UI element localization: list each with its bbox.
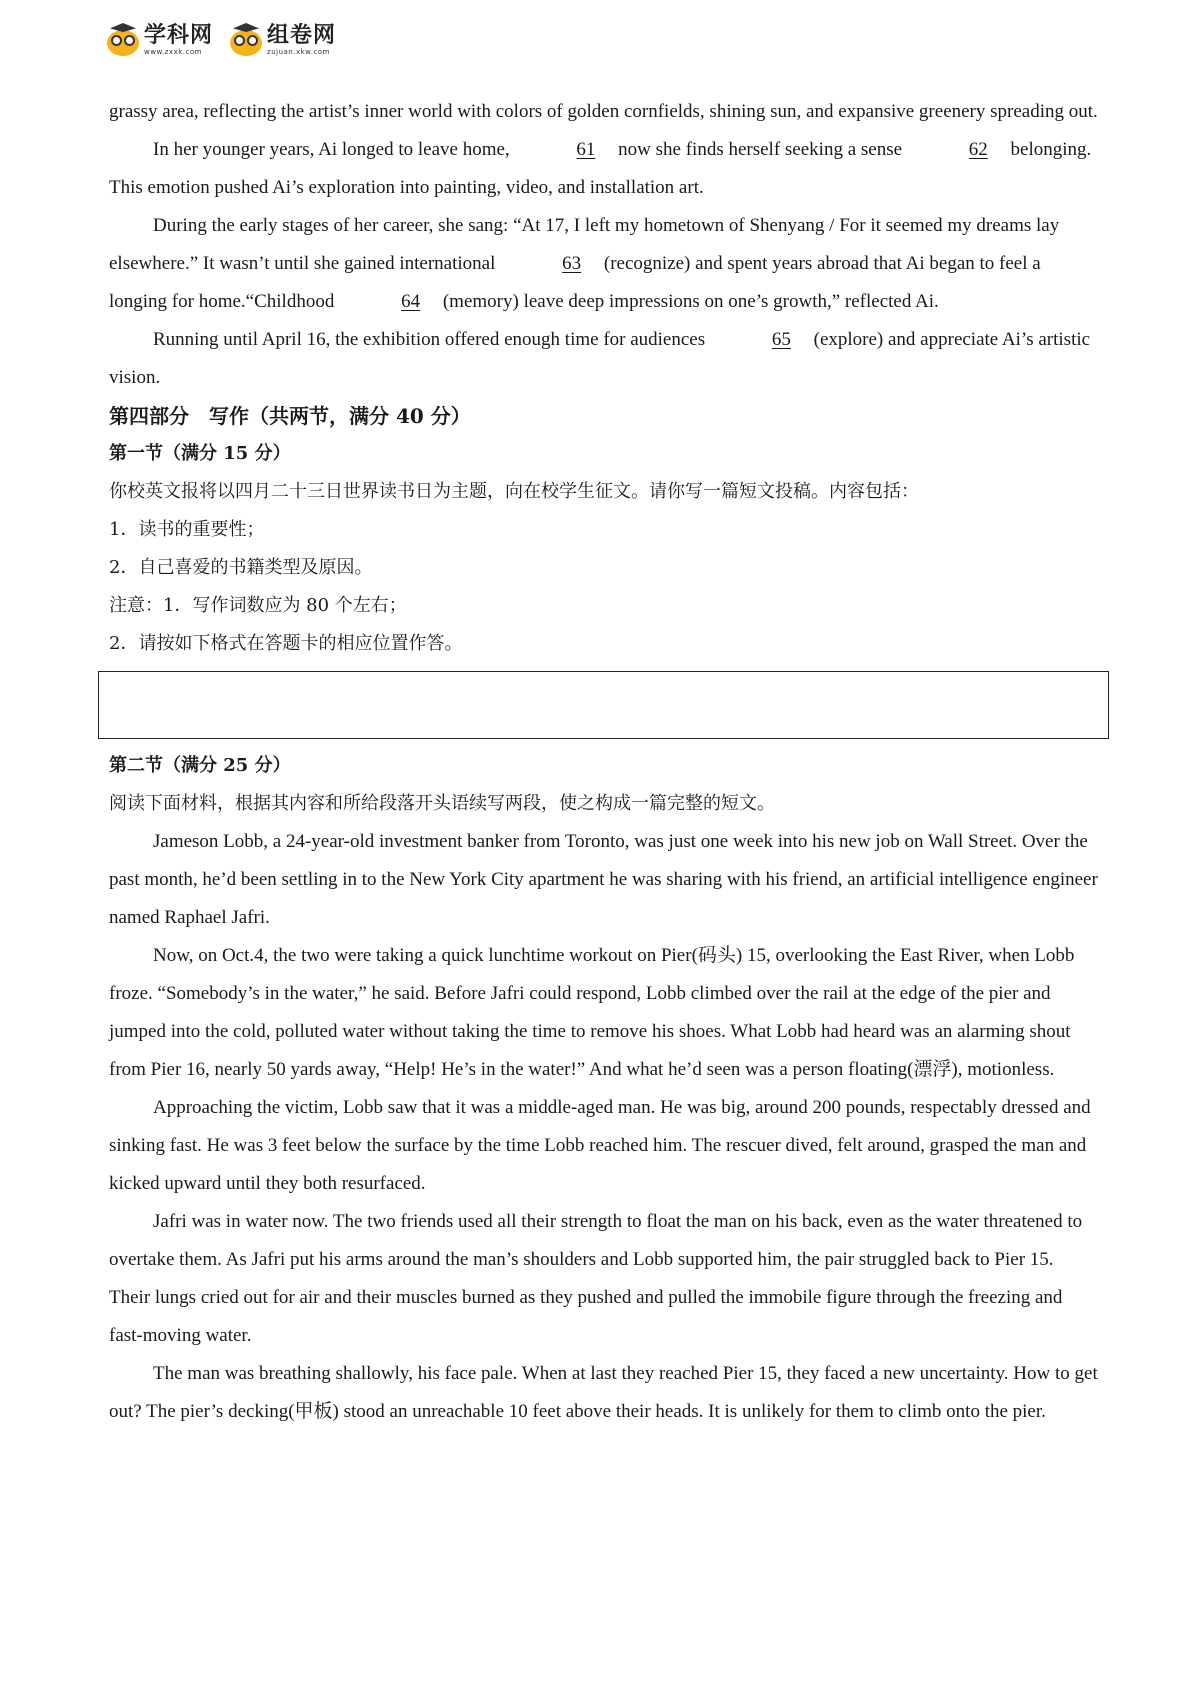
logo-zujuanwang	[229, 23, 336, 57]
story-paragraph: Jameson Lobb, a 24-year-old investment banker from Toronto, was just one week into his new job on Wall Street. Over the past month, he’d been settling in to the New York City apartment he was sharing with his friend, an artificial intelligence engineer named Raphael Jafri.	[109, 831, 1098, 928]
logo-name: 学科网	[144, 22, 214, 48]
owl-logo-icon	[106, 23, 140, 57]
story-paragraph: Jafri was in water now. The two friends used all their strength to float the man on his back, even as the water threatened to overtake them. As Jafri put his arms around the man’s shoulders and Lobb supported him, the pair struggled back to Pier 15. Their lungs cried out for air and their muscles burned as they pushed and pulled the immobile figure through the freezing and fast-moving water.	[109, 1211, 1083, 1346]
page-content	[109, 93, 1099, 1431]
part4-title: 第四部分 写作（共两节，满分 40 分）	[109, 404, 471, 428]
logo-url: zujuan.xkw.com	[267, 47, 330, 56]
section1-line: 2．自己喜爱的书籍类型及原因。	[109, 557, 373, 578]
section1-title: 第一节（满分 15 分）	[109, 443, 291, 464]
story-paragraph: The man was breathing shallowly, his face pale. When at last they reached Pier 15, they faced a new uncertainty. How to get out? The pier’s decking(甲板) stood an unreachable 10 feet above their heads. It is unlikely for them to climb onto the pier.	[109, 1363, 1098, 1422]
blank-63: 63	[562, 253, 582, 274]
logo-xuekewang	[106, 23, 213, 57]
passage-paragraph: grassy area, reflecting the artist’s inner world with colors of golden cornfields, shining sun, and expansive greenery spreading out.	[109, 101, 1098, 122]
answer-box[interactable]	[98, 671, 1109, 739]
section1-line: 2．请按如下格式在答题卡的相应位置作答。	[109, 633, 463, 654]
page-header	[106, 18, 352, 62]
section2-title: 第二节（满分 25 分）	[109, 755, 291, 776]
section1-line: 注意：1．写作词数应为 80 个左右；	[109, 595, 407, 616]
passage-paragraph: Running until April 16, the exhibition offered enough time for audiences 65 (explore) and appreciate Ai’s artistic vision.	[109, 321, 1099, 397]
blank-61: 61	[576, 139, 596, 160]
blank-62: 62	[968, 139, 988, 160]
story-paragraph: Now, on Oct.4, the two were taking a quick lunchtime workout on Pier(码头) 15, overlooking the East River, when Lobb froze. “Somebody’s in the water,” he said. Before Jafri could respond, Lobb climbed over the rail at the edge of the pier and jumped into the cold, polluted water without taking the time to remove his shoes. What Lobb had heard was an alarming shout from Pier 16, nearly 50 yards away, “Help! He’s in the water!” And what he’d seen was a person floating(漂浮), motionless.	[109, 945, 1075, 1080]
section1-line: 1．读书的重要性；	[109, 519, 265, 540]
passage-paragraph: In her younger years, Ai longed to leave home, 61 now she finds herself seeking a sense 62 belonging. This emotion pushed Ai’s exploration into painting, video, and installation art.	[109, 131, 1099, 207]
logo-url: www.zxxk.com	[144, 47, 202, 56]
owl-logo-icon	[229, 23, 263, 57]
blank-64: 64	[401, 291, 421, 312]
section1-line: 你校英文报将以四月二十三日世界读书日为主题，向在校学生征文。请你写一篇短文投稿。内容包括：	[109, 481, 919, 502]
section2-instruction: 阅读下面材料，根据其内容和所给段落开头语续写两段，使之构成一篇完整的短文。	[109, 793, 775, 814]
passage-paragraph: During the early stages of her career, she sang: “At 17, I left my hometown of Shenyang / For it seemed my dreams lay elsewhere.” It wasn’t until she gained international 63 (recognize) and spent years abroad that Ai began to feel a longing for home.“Childhood 64 (memory) leave deep impressions on one’s growth,” reflected Ai.	[109, 207, 1099, 321]
story-paragraph: Approaching the victim, Lobb saw that it was a middle-aged man. He was big, around 200 pounds, respectably dressed and sinking fast. He was 3 feet below the surface by the time Lobb reached him. The rescuer dived, felt around, grasped the man and kicked upward until they both resurfaced.	[109, 1097, 1091, 1194]
blank-65: 65	[771, 329, 791, 350]
logo-name: 组卷网	[267, 22, 337, 48]
